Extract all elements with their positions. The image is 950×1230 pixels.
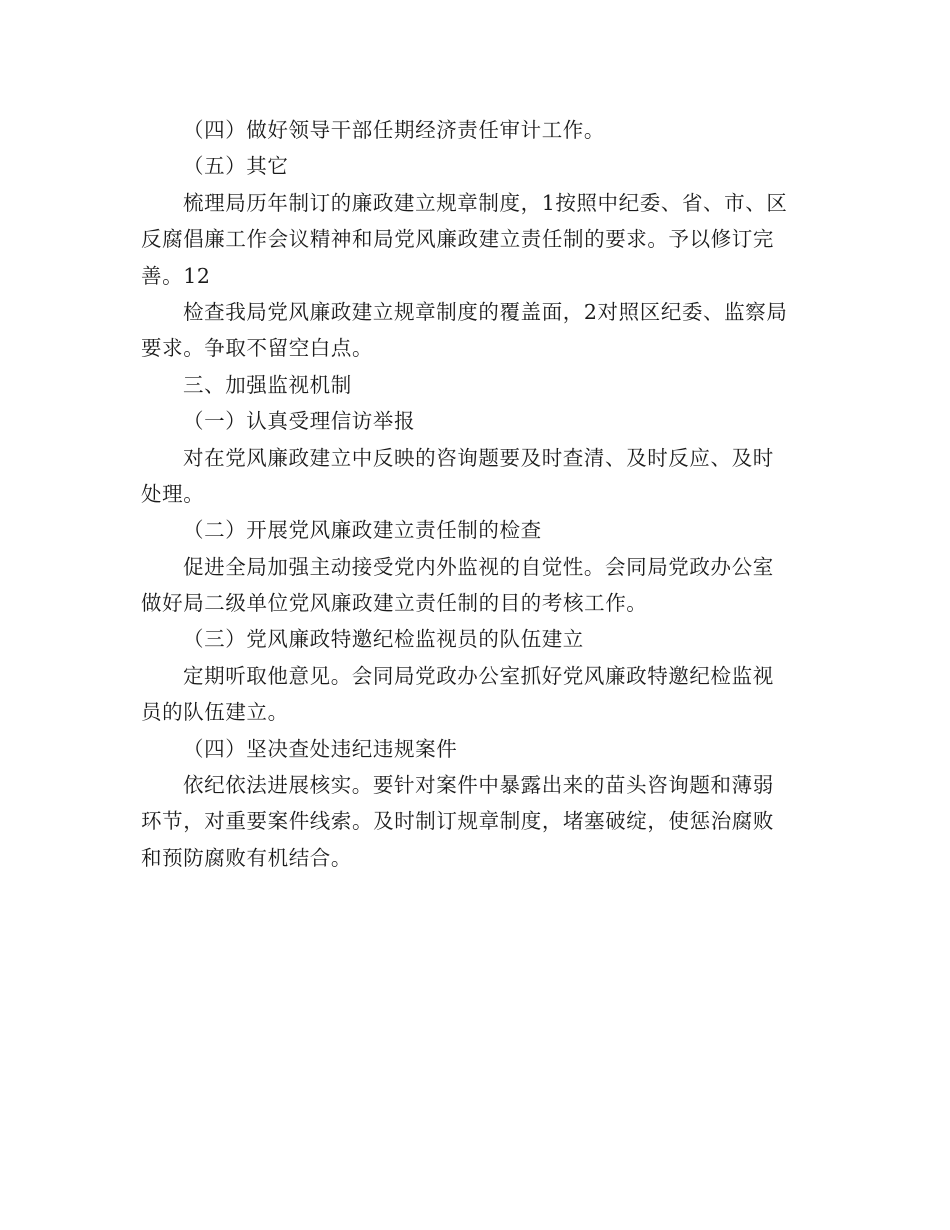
paragraph-line: 善。12	[141, 263, 211, 288]
section-heading: 三、加强监视机制	[183, 372, 352, 397]
paragraph-line-heading: （三）党风廉政特邀纪检监视员的队伍建立	[183, 627, 584, 652]
paragraph-line: 对在党风廉政建立中反映的咨询题要及时查清、及时反应、及时	[183, 445, 774, 470]
paragraph-line: 依纪依法进展核实。要针对案件中暴露出来的苗头咨询题和薄弱	[183, 773, 774, 798]
paragraph-line-heading: （四）坚决查处违纪违规案件	[183, 736, 458, 761]
paragraph-line: 和预防腐败有机结合。	[141, 845, 352, 870]
paragraph-line: 检查我局党风廉政建立规章制度的覆盖面，2对照区纪委、监察局	[183, 299, 788, 324]
paragraph-line: 要求。争取不留空白点。	[141, 336, 374, 361]
paragraph-line: 环节，对重要案件线索。及时制订规章制度，堵塞破绽，使惩治腐败	[141, 809, 774, 834]
paragraph-line-heading: （一）认真受理信访举报	[183, 409, 416, 434]
paragraph-line: 做好局二级单位党风廉政建立责任制的目的考核工作。	[141, 591, 648, 616]
paragraph-line-heading: （四）做好领导干部任期经济责任审计工作。	[183, 118, 605, 142]
paragraph-line-heading: （五）其它	[183, 154, 289, 179]
paragraph-line: 定期听取他意见。会同局党政办公室抓好党风廉政特邀纪检监视	[183, 663, 774, 688]
paragraph-line: 处理。	[141, 481, 205, 506]
paragraph-line: 反腐倡廉工作会议精神和局党风廉政建立责任制的要求。予以修订完	[141, 227, 774, 252]
paragraph-line: 员的队伍建立。	[141, 700, 289, 725]
paragraph-line: 促进全局加强主动接受党内外监视的自觉性。会同局党政办公室	[183, 554, 774, 579]
document-body	[141, 112, 811, 876]
paragraph-line: 梳理局历年制订的廉政建立规章制度，1按照中纪委、省、市、区	[183, 190, 788, 215]
paragraph-line-heading: （二）开展党风廉政建立责任制的检查	[183, 518, 542, 543]
